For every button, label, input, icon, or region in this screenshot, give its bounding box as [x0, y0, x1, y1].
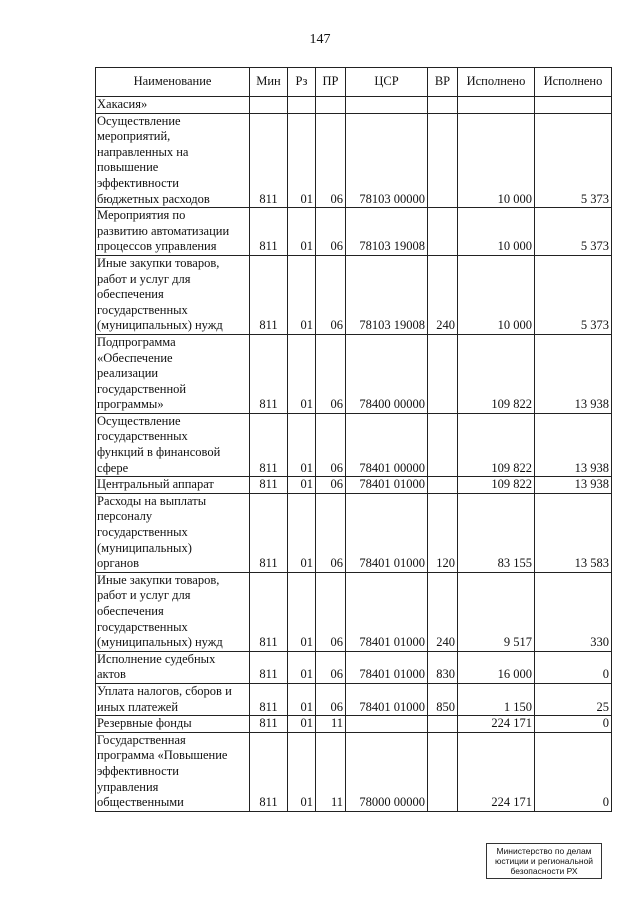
cell-csr: 78401 01000 — [346, 572, 428, 651]
cell-pr: 06 — [316, 255, 346, 334]
cell-csr: 78401 00000 — [346, 413, 428, 476]
table-row — [96, 477, 612, 494]
cell-min: 811 — [250, 651, 288, 683]
table-row — [96, 683, 612, 715]
cell-pr: 06 — [316, 651, 346, 683]
header-min: Мин — [250, 68, 288, 97]
cell-name: Расходы на выплаты персоналу государственных (муниципальных) органов — [96, 493, 250, 572]
cell-executed-2: 13 938 — [535, 477, 612, 494]
cell-executed-1: 224 171 — [458, 732, 535, 811]
table-body — [96, 97, 612, 812]
cell-name: Подпрограмма «Обеспечение реализации государственной программы» — [96, 334, 250, 413]
cell-name: Центральный аппарат — [96, 477, 250, 494]
cell-rz: 01 — [288, 413, 316, 476]
table-row — [96, 255, 612, 334]
cell-csr — [346, 97, 428, 114]
cell-pr: 06 — [316, 113, 346, 208]
cell-executed-1: 109 822 — [458, 477, 535, 494]
cell-min: 811 — [250, 334, 288, 413]
cell-name: Осуществление мероприятий, направленных на повышение эффективности бюджетных расходов — [96, 113, 250, 208]
cell-executed-1: 83 155 — [458, 493, 535, 572]
table-row — [96, 413, 612, 476]
cell-name: Резервные фонды — [96, 716, 250, 733]
cell-name: Уплата налогов, сборов и иных платежей — [96, 683, 250, 715]
table-row — [96, 97, 612, 114]
cell-executed-2: 13 938 — [535, 334, 612, 413]
page-number: 147 — [309, 32, 331, 47]
cell-executed-1: 10 000 — [458, 113, 535, 208]
cell-executed-2: 13 938 — [535, 413, 612, 476]
cell-name: Исполнение судебных актов — [96, 651, 250, 683]
cell-min: 811 — [250, 732, 288, 811]
header-csr: ЦСР — [346, 68, 428, 97]
cell-csr: 78103 00000 — [346, 113, 428, 208]
cell-vr — [428, 208, 458, 256]
cell-executed-1 — [458, 97, 535, 114]
cell-rz — [288, 97, 316, 114]
header-executed-1: Исполнено — [458, 68, 535, 97]
cell-vr — [428, 413, 458, 476]
cell-rz: 01 — [288, 334, 316, 413]
cell-csr: 78103 19008 — [346, 208, 428, 256]
cell-rz: 01 — [288, 208, 316, 256]
cell-executed-2 — [535, 97, 612, 114]
cell-vr — [428, 716, 458, 733]
cell-rz: 01 — [288, 716, 316, 733]
table-row — [96, 334, 612, 413]
cell-csr — [346, 716, 428, 733]
cell-rz: 01 — [288, 572, 316, 651]
cell-vr — [428, 113, 458, 208]
cell-vr: 850 — [428, 683, 458, 715]
header-executed-2: Исполнено — [535, 68, 612, 97]
cell-name: Иные закупки товаров, работ и услуг для обеспечения государственных (муниципальных) нужд — [96, 255, 250, 334]
cell-rz: 01 — [288, 651, 316, 683]
cell-executed-1: 10 000 — [458, 208, 535, 256]
cell-name: Государственная программа «Повышение эффективности управления общественными — [96, 732, 250, 811]
table-row — [96, 732, 612, 811]
cell-pr: 06 — [316, 477, 346, 494]
cell-executed-1: 9 517 — [458, 572, 535, 651]
cell-rz: 01 — [288, 255, 316, 334]
stamp-line-1: Министерство по делам — [496, 846, 592, 856]
cell-executed-2: 5 373 — [535, 255, 612, 334]
cell-csr: 78103 19008 — [346, 255, 428, 334]
cell-executed-1: 109 822 — [458, 334, 535, 413]
cell-executed-1: 1 150 — [458, 683, 535, 715]
header-pr: ПР — [316, 68, 346, 97]
table-row — [96, 572, 612, 651]
cell-vr — [428, 477, 458, 494]
cell-executed-2: 13 583 — [535, 493, 612, 572]
cell-executed-2: 330 — [535, 572, 612, 651]
cell-executed-2: 0 — [535, 716, 612, 733]
cell-vr — [428, 334, 458, 413]
cell-executed-2: 5 373 — [535, 113, 612, 208]
cell-executed-2: 5 373 — [535, 208, 612, 256]
header-name: Наименование — [96, 68, 250, 97]
cell-rz: 01 — [288, 732, 316, 811]
cell-min: 811 — [250, 683, 288, 715]
table-row — [96, 208, 612, 256]
cell-pr: 06 — [316, 493, 346, 572]
cell-csr: 78400 00000 — [346, 334, 428, 413]
cell-min — [250, 97, 288, 114]
cell-vr: 120 — [428, 493, 458, 572]
header-vr: ВР — [428, 68, 458, 97]
cell-name: Мероприятия по развитию автоматизации процессов управления — [96, 208, 250, 256]
cell-csr: 78000 00000 — [346, 732, 428, 811]
stamp-line-2: юстиции и региональной — [494, 856, 594, 866]
table-row — [96, 651, 612, 683]
cell-executed-1: 10 000 — [458, 255, 535, 334]
cell-pr: 06 — [316, 334, 346, 413]
cell-pr: 06 — [316, 413, 346, 476]
cell-vr: 240 — [428, 572, 458, 651]
cell-rz: 01 — [288, 113, 316, 208]
cell-csr: 78401 01000 — [346, 493, 428, 572]
cell-csr: 78401 01000 — [346, 683, 428, 715]
cell-executed-2: 0 — [535, 651, 612, 683]
cell-min: 811 — [250, 716, 288, 733]
cell-pr: 11 — [316, 732, 346, 811]
cell-csr: 78401 01000 — [346, 477, 428, 494]
ministry-stamp — [486, 843, 602, 879]
cell-vr — [428, 97, 458, 114]
table-row — [96, 716, 612, 733]
cell-executed-2: 25 — [535, 683, 612, 715]
cell-executed-1: 224 171 — [458, 716, 535, 733]
cell-pr: 06 — [316, 208, 346, 256]
cell-min: 811 — [250, 113, 288, 208]
cell-rz: 01 — [288, 683, 316, 715]
cell-min: 811 — [250, 255, 288, 334]
header-rz: Рз — [288, 68, 316, 97]
table-row — [96, 493, 612, 572]
cell-name: Осуществление государственных функций в финансовой сфере — [96, 413, 250, 476]
cell-executed-2: 0 — [535, 732, 612, 811]
cell-pr: 06 — [316, 683, 346, 715]
cell-vr — [428, 732, 458, 811]
stamp-line-3: безопасности РХ — [510, 866, 578, 876]
table-row — [96, 113, 612, 208]
cell-pr: 11 — [316, 716, 346, 733]
cell-name: Хакасия» — [96, 97, 250, 114]
cell-rz: 01 — [288, 477, 316, 494]
cell-min: 811 — [250, 572, 288, 651]
cell-vr: 240 — [428, 255, 458, 334]
cell-vr: 830 — [428, 651, 458, 683]
cell-executed-1: 16 000 — [458, 651, 535, 683]
cell-min: 811 — [250, 477, 288, 494]
cell-pr — [316, 97, 346, 114]
cell-min: 811 — [250, 208, 288, 256]
cell-executed-1: 109 822 — [458, 413, 535, 476]
table-header-row — [96, 68, 612, 97]
cell-name: Иные закупки товаров, работ и услуг для обеспечения государственных (муниципальных) нужд — [96, 572, 250, 651]
cell-rz: 01 — [288, 493, 316, 572]
cell-csr: 78401 01000 — [346, 651, 428, 683]
cell-min: 811 — [250, 493, 288, 572]
budget-execution-table — [95, 67, 612, 812]
cell-min: 811 — [250, 413, 288, 476]
cell-pr: 06 — [316, 572, 346, 651]
